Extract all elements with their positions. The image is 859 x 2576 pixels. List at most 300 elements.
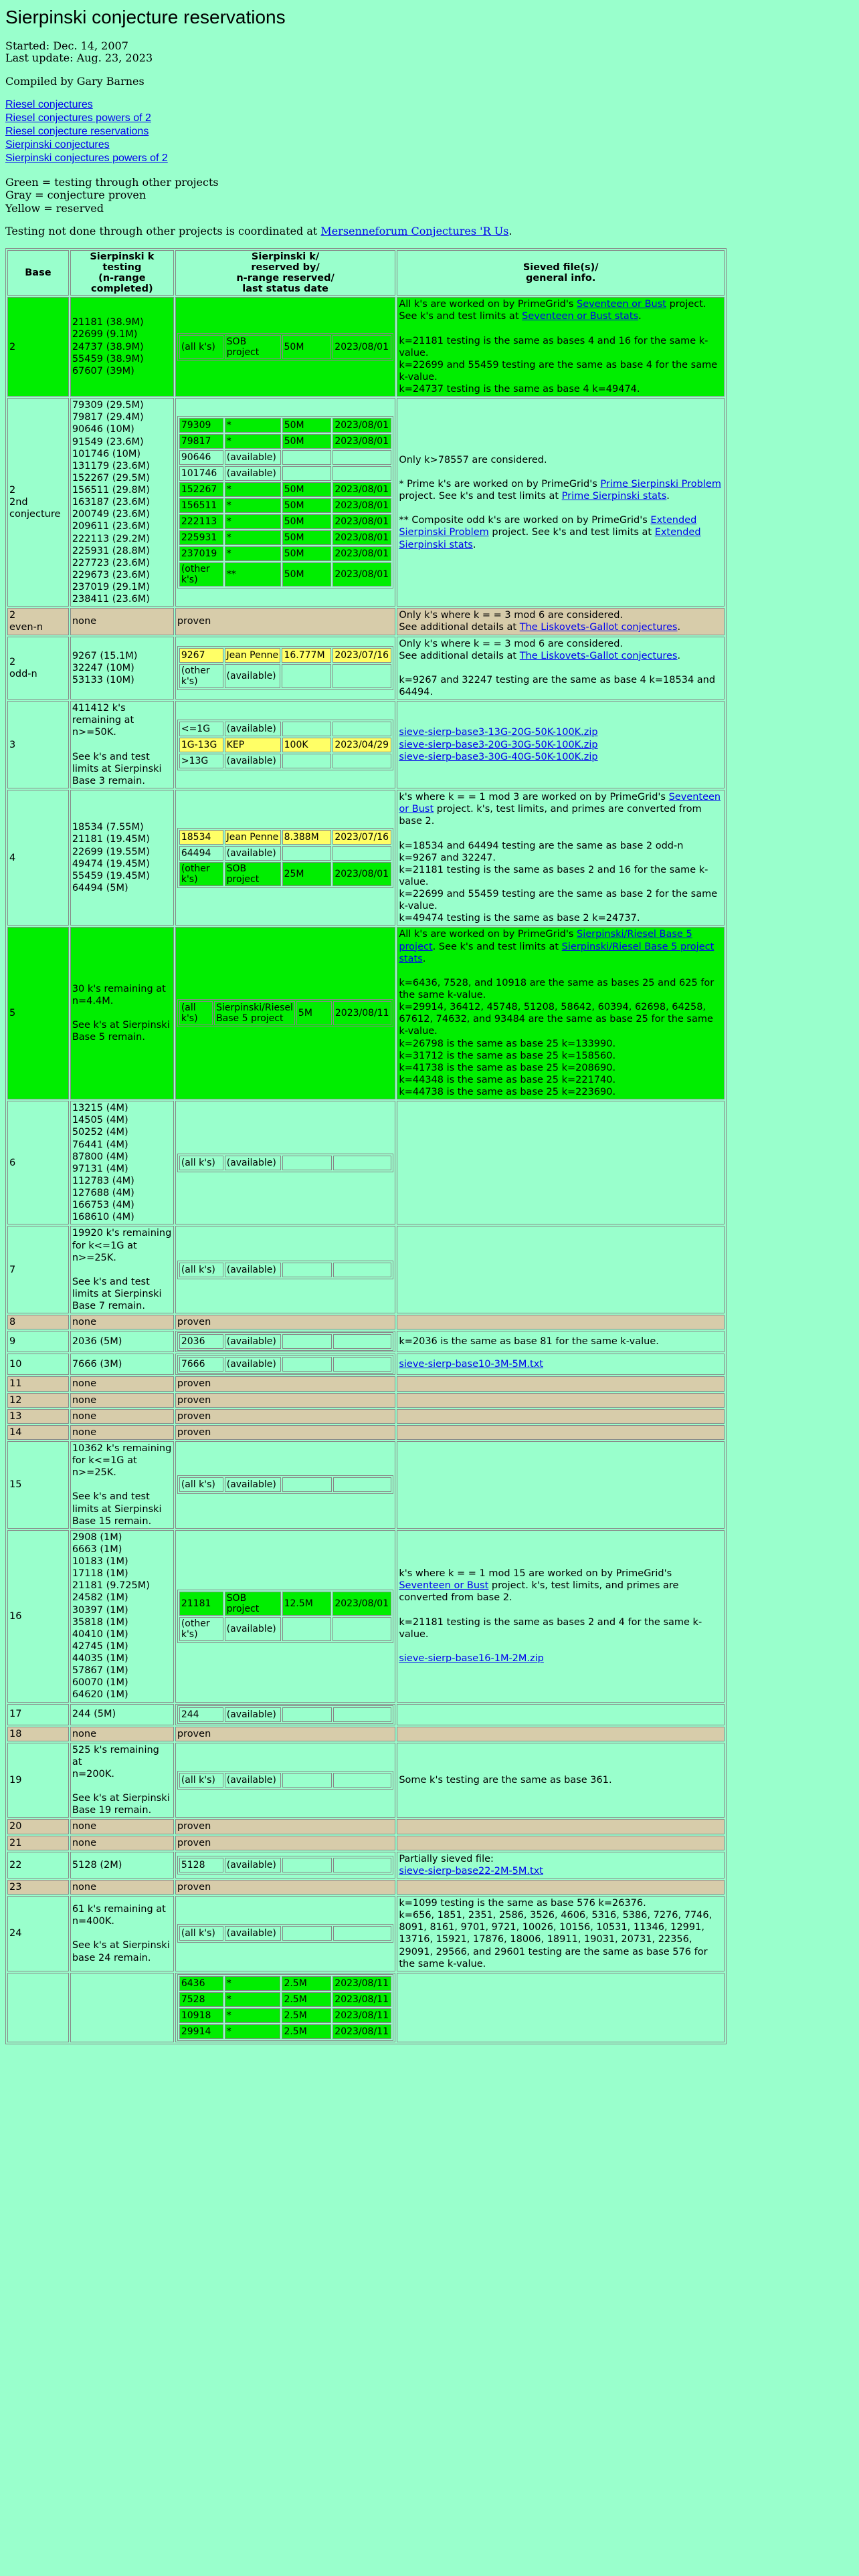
base-lines xyxy=(9,1394,67,1406)
info-cell xyxy=(397,1409,725,1424)
testing-line: 60070 (1M) xyxy=(72,1677,128,1689)
status-date: 2023/08/11 xyxy=(332,2008,391,2023)
n-range xyxy=(282,1334,332,1349)
status-date: 2023/08/01 xyxy=(332,434,391,449)
status-date xyxy=(332,722,391,736)
base-cell xyxy=(7,1530,69,1703)
n-range xyxy=(282,466,332,481)
sieve-file-link[interactable]: sieve-sierp-base22-2M-5M.txt xyxy=(399,1865,543,1876)
status-date xyxy=(333,1263,392,1277)
sieve-file-link[interactable]: sieve-sierp-base10-3M-5M.txt xyxy=(399,1359,543,1370)
base-cell xyxy=(7,1819,69,1834)
info-lines xyxy=(399,454,723,551)
testing-lines xyxy=(72,1837,172,1849)
info-line xyxy=(399,1604,723,1616)
info-lines xyxy=(399,609,723,633)
reserved-by: * xyxy=(225,1992,281,2007)
reservation-row xyxy=(179,1773,391,1788)
nav-link[interactable]: Riesel conjectures xyxy=(5,99,93,111)
reservation-k: (all k's) xyxy=(179,1477,223,1492)
reserved-cell xyxy=(175,1226,395,1313)
testing-cell xyxy=(70,1896,174,1971)
base-lines xyxy=(9,739,67,751)
status-date xyxy=(332,754,391,768)
info-cell xyxy=(397,1226,725,1313)
reserved-cell xyxy=(175,1704,395,1725)
reservation-row xyxy=(179,1926,391,1941)
base-line: 14 xyxy=(9,1426,22,1438)
base-lines xyxy=(9,484,67,520)
compiled-by: Compiled by Gary Barnes xyxy=(5,74,145,88)
testing-cell xyxy=(70,1704,174,1725)
nav-link[interactable]: Riesel conjectures powers of 2 xyxy=(5,112,151,124)
base-line: odd-n xyxy=(9,668,37,679)
testing-lines xyxy=(72,650,172,686)
testing-cell xyxy=(70,1393,174,1408)
info-line xyxy=(399,965,723,977)
reserved-by: (available) xyxy=(225,1263,281,1277)
testing-cell xyxy=(70,1973,174,2042)
reservation-row xyxy=(179,2008,391,2023)
testing-line: 152267 (29.5M) xyxy=(72,472,150,484)
status-date xyxy=(333,1926,392,1941)
status-date: 2023/08/11 xyxy=(333,1001,391,1025)
testing-lines xyxy=(72,1531,172,1701)
testing-line: none xyxy=(72,1426,97,1438)
info-link[interactable]: Extended Sierpinski Problem xyxy=(399,515,697,538)
legend-item: Yellow = reserved xyxy=(5,201,104,215)
reservation-row xyxy=(179,648,391,663)
base-line: 3 xyxy=(9,739,16,750)
reservation-table xyxy=(177,1924,393,1943)
reservation-k: (other k's) xyxy=(179,664,223,688)
testing-line: none xyxy=(72,616,97,627)
reservation-row xyxy=(179,1992,391,2007)
info-line: k=31712 is the same as base 25 k=158560. xyxy=(399,1050,616,1061)
reservation-k: 29914 xyxy=(179,2024,223,2039)
n-range: 50M xyxy=(282,530,332,545)
base-lines xyxy=(9,1479,67,1491)
testing-lines xyxy=(72,1881,172,1893)
status-date xyxy=(333,1156,392,1170)
header-reserved: Sierpinski k/ reserved by/ n-range reserved/ last status date xyxy=(175,250,395,296)
testing-line: 237019 (29.1M) xyxy=(72,582,150,593)
info-link[interactable]: Seventeen or Bust xyxy=(399,792,721,815)
reservation-row xyxy=(179,1001,391,1025)
base-cell xyxy=(7,1409,69,1424)
testing-line: 19920 k's remaining xyxy=(72,1228,172,1239)
reserved-cell xyxy=(175,1743,395,1818)
base-row-13 xyxy=(7,1409,725,1424)
info-cell xyxy=(397,1743,725,1818)
base-cell xyxy=(7,1376,69,1391)
reservation-table xyxy=(177,1332,393,1351)
base-line: even-n xyxy=(9,622,43,633)
testing-line: 411412 k's xyxy=(72,703,126,714)
base-row-4 xyxy=(7,790,725,926)
testing-line: n=200K. xyxy=(72,1768,114,1780)
reservation-row xyxy=(179,562,391,586)
info-cell xyxy=(397,1530,725,1703)
reservation-row xyxy=(179,530,391,545)
testing-line: 163187 (23.6M) xyxy=(72,497,150,508)
reservation-k: (all k's) xyxy=(179,1263,223,1277)
reservation-k: (all k's) xyxy=(179,335,223,359)
reservation-k: <=1G xyxy=(179,722,223,736)
n-range: 100K xyxy=(282,738,332,752)
info-link[interactable]: The Liskovets-Gallot conjectures xyxy=(519,622,678,633)
reservation-k: 156511 xyxy=(179,498,223,513)
legend-item: Gray = conjecture proven xyxy=(5,189,147,202)
reservation-row xyxy=(179,1858,391,1872)
testing-line: 30 k's remaining at xyxy=(72,983,166,994)
reservation-k: 5128 xyxy=(179,1858,223,1872)
testing-line: 13215 (4M) xyxy=(72,1103,128,1114)
testing-line: none xyxy=(72,1821,97,1832)
n-range: 50M xyxy=(282,418,332,433)
base-line: 4 xyxy=(9,852,16,863)
info-cell xyxy=(397,1354,725,1375)
n-range xyxy=(282,754,332,768)
testing-line: 53133 (10M) xyxy=(72,674,134,685)
info-line xyxy=(399,726,723,738)
testing-lines xyxy=(72,1316,172,1328)
reserved-cell xyxy=(175,1852,395,1879)
reserved-by: SOB project xyxy=(225,1592,281,1616)
testing-lines xyxy=(72,1227,172,1312)
testing-line: 112783 (4M) xyxy=(72,1175,134,1186)
testing-cell xyxy=(70,1409,174,1424)
testing-line: 2908 (1M) xyxy=(72,1531,122,1543)
testing-line: 7666 (3M) xyxy=(72,1359,122,1370)
reservation-row xyxy=(179,1357,391,1372)
reservation-row xyxy=(179,754,391,768)
nav-link[interactable]: Sierpinski conjectures powers of 2 xyxy=(5,152,168,165)
base-lines xyxy=(9,1859,67,1871)
reservation-k: (all k's) xyxy=(179,1156,223,1170)
n-range: 8.388M xyxy=(282,830,332,845)
testing-line: n>=25K. xyxy=(72,1252,116,1263)
reserved-by: Jean Penne xyxy=(225,648,281,663)
reservation-k: 79309 xyxy=(179,418,223,433)
base-line: 2nd xyxy=(9,497,28,508)
info-link[interactable]: The Liskovets-Gallot conjectures xyxy=(519,650,678,661)
reserved-cell: proven xyxy=(175,1376,395,1391)
info-line: See k's and test limits at Seventeen or Bust stats. xyxy=(399,311,642,322)
reservation-row xyxy=(179,1477,391,1492)
testing-cell xyxy=(70,1331,174,1352)
base-line: 2 xyxy=(9,485,16,496)
reservation-row xyxy=(179,738,391,752)
info-line: k=9267 and 32247 testing are the same as base 4 k=18534 and 64494. xyxy=(399,674,716,697)
testing-cell xyxy=(70,1226,174,1313)
testing-line: 91549 (23.6M) xyxy=(72,436,144,447)
base-line: 12 xyxy=(9,1394,22,1406)
reserved-by: (available) xyxy=(225,1617,281,1641)
info-lines xyxy=(399,1358,723,1370)
testing-lines xyxy=(72,399,172,605)
info-link[interactable]: Prime Sierpinski Problem xyxy=(600,478,721,490)
reserved-by: * xyxy=(225,2008,281,2023)
base-row-14 xyxy=(7,1425,725,1440)
reservation-table xyxy=(177,720,393,770)
info-cell xyxy=(397,1819,725,1834)
info-cell xyxy=(397,790,725,926)
testing-line: 57867 (1M) xyxy=(72,1665,128,1677)
reservation-row xyxy=(179,514,391,529)
info-link[interactable]: Seventeen or Bust xyxy=(577,299,666,310)
info-line xyxy=(399,1640,723,1652)
base-lines xyxy=(9,1264,67,1276)
testing-line: 9267 (15.1M) xyxy=(72,650,138,661)
testing-line: 10362 k's remaining xyxy=(72,1442,172,1454)
reservation-row xyxy=(179,1156,391,1170)
base-cell xyxy=(7,1441,69,1529)
reserved-by: (available) xyxy=(225,1334,281,1349)
reserved-by: * xyxy=(225,434,281,449)
info-line: k=24737 testing is the same as base 4 k=49474. xyxy=(399,384,640,395)
reservation-row xyxy=(179,830,391,845)
testing-cell xyxy=(70,297,174,397)
reserved-by: (available) xyxy=(225,1707,281,1722)
testing-line: 67607 (39M) xyxy=(72,365,134,377)
reservations-table xyxy=(5,248,727,2044)
reservation-k: 244 xyxy=(179,1707,223,1722)
reserved-by: ** xyxy=(225,562,281,586)
info-line: k=49474 testing is the same as base 2 k=24737. xyxy=(399,913,640,924)
testing-lines xyxy=(72,983,172,1044)
n-range: 50M xyxy=(282,335,332,359)
testing-line: 87800 (4M) xyxy=(72,1151,128,1162)
reservation-k: 18534 xyxy=(179,830,223,845)
base-lines xyxy=(9,852,67,864)
status-date xyxy=(332,846,391,861)
info-cell xyxy=(397,927,725,1099)
testing-line: 79817 (29.4M) xyxy=(72,412,144,423)
testing-line xyxy=(72,739,172,751)
info-line xyxy=(399,662,723,674)
reserved-cell xyxy=(175,1973,395,2042)
base-row-7 xyxy=(7,1226,725,1313)
testing-line xyxy=(72,1264,172,1276)
testing-line: 64494 (5M) xyxy=(72,882,128,893)
table-body xyxy=(7,297,725,2042)
testing-line: none xyxy=(72,1378,97,1390)
info-line: k=656, 1851, 2351, 2586, 3526, 4606, 5316, 5386, 7276, 7746, 8091, 8161, 9701, 9721, 10026, 10156, 10531, 11346, 12991, 13716, 15921, 17876, 18006, 18911, 19031, 20731, 22356, 29091, 29566, and 29601 testing are the same as base 576 for the same k-value. xyxy=(399,1910,712,1969)
reserved-cell xyxy=(175,1101,395,1224)
base-cell xyxy=(7,1896,69,1971)
testing-line: 18534 (7.55M) xyxy=(72,822,144,833)
reserved-cell: proven xyxy=(175,1425,395,1440)
testing-line: none xyxy=(72,1410,97,1422)
info-lines xyxy=(399,726,723,762)
status-date: 2023/08/01 xyxy=(332,562,391,586)
sieve-file-link[interactable]: sieve-sierp-base16-1M-2M.zip xyxy=(399,1653,544,1664)
base-cell xyxy=(7,1425,69,1440)
reservation-table xyxy=(177,333,393,361)
info-cell xyxy=(397,701,725,788)
testing-line: 5128 (2M) xyxy=(72,1859,122,1870)
reserved-by: * xyxy=(225,530,281,545)
n-range xyxy=(282,1773,332,1788)
reservation-k: 2036 xyxy=(179,1334,223,1349)
base-line: 23 xyxy=(9,1881,22,1893)
n-range: 16.777M xyxy=(282,648,331,663)
status-date: 2023/07/16 xyxy=(332,830,391,845)
info-link[interactable]: Extended Sierpinski stats xyxy=(399,527,701,550)
info-line: See additional details at The Liskovets-Gallot conjectures. xyxy=(399,622,681,633)
reservation-table xyxy=(177,1771,393,1790)
testing-line: 225931 (28.8M) xyxy=(72,545,150,556)
base-line: 20 xyxy=(9,1821,22,1832)
testing-line: 24737 (38.9M) xyxy=(72,341,144,352)
reservation-k: 222113 xyxy=(179,514,223,529)
header-testing: Sierpinski k testing (n-range completed) xyxy=(70,250,174,296)
info-line: k's where k = = 1 mod 3 are worked on by PrimeGrid's Seventeen or Bust project. k's, test limits, and primes are converted from base 2. xyxy=(399,792,721,827)
reserved-by: (available) xyxy=(225,466,281,481)
n-range: 50M xyxy=(282,562,332,586)
base-row-23 xyxy=(7,1880,725,1895)
reserved-by: KEP xyxy=(225,738,281,752)
testing-line: 30397 (1M) xyxy=(72,1604,128,1616)
info-line xyxy=(399,322,723,334)
info-link[interactable]: Sierpinski/Riesel Base 5 project xyxy=(399,929,692,952)
base-cell xyxy=(7,608,69,635)
testing-line: for k<=1G at xyxy=(72,1240,137,1251)
nav-link[interactable]: Riesel conjecture reservations xyxy=(5,126,149,138)
base-lines xyxy=(9,609,67,633)
status-date: 2023/08/01 xyxy=(332,498,391,513)
n-range xyxy=(282,1707,332,1722)
info-line: k=26798 is the same as base 25 k=133990. xyxy=(399,1038,616,1049)
testing-cell xyxy=(70,1315,174,1329)
base-line: 9 xyxy=(9,1336,16,1348)
info-cell xyxy=(397,398,725,607)
testing-line: limits at Sierpinski xyxy=(72,1289,162,1299)
testing-line: 10183 (1M) xyxy=(72,1556,128,1567)
reservation-k: (all k's) xyxy=(179,1773,223,1788)
n-range: 2.5M xyxy=(282,2024,331,2039)
testing-lines xyxy=(72,1859,172,1871)
testing-line: 55459 (19.45M) xyxy=(72,870,150,881)
testing-line: 227723 (23.6M) xyxy=(72,557,150,568)
sieve-file-link[interactable]: sieve-sierp-base3-30G-40G-50K-100K.zip xyxy=(399,751,598,762)
info-line: k=21181 testing is the same as bases 4 and 16 for the same k-value. xyxy=(399,335,708,358)
base-line: 2 xyxy=(9,341,16,352)
base-lines xyxy=(9,1410,67,1422)
info-link[interactable]: Sierpinski/Riesel Base 5 project stats xyxy=(399,941,714,964)
reserved-cell: proven xyxy=(175,1880,395,1895)
base-cell xyxy=(7,1852,69,1879)
status-date: 2023/07/16 xyxy=(332,648,391,663)
reserved-by: (available) xyxy=(225,664,281,688)
status-date: 2023/08/11 xyxy=(332,2024,391,2039)
info-link[interactable]: Seventeen or Bust stats xyxy=(522,311,639,322)
testing-line: 101746 (10M) xyxy=(72,448,141,459)
n-range: 25M xyxy=(282,862,332,886)
nav-link[interactable]: Sierpinski conjectures xyxy=(5,139,110,151)
testing-cell xyxy=(70,1530,174,1703)
status-date: 2023/08/01 xyxy=(332,530,391,545)
n-range xyxy=(282,722,332,736)
n-range xyxy=(282,450,332,465)
info-line: See additional details at The Liskovets-Gallot conjectures. xyxy=(399,650,681,661)
testing-line: remaining at xyxy=(72,715,134,726)
n-range xyxy=(282,664,331,688)
reserved-cell xyxy=(175,927,395,1099)
testing-line: See k's at Sierpinski xyxy=(72,1940,170,1951)
header-row xyxy=(7,250,725,296)
testing-line: 40410 (1M) xyxy=(72,1628,128,1640)
info-line: k=18534 and 64494 testing are the same as base 2 odd-n k=9267 and 32247. xyxy=(399,840,684,863)
base-row-2o xyxy=(7,637,725,700)
testing-line xyxy=(72,1927,172,1939)
info-lines xyxy=(399,298,723,395)
mersenneforum-link[interactable]: Mersenneforum Conjectures 'R Us xyxy=(320,224,509,237)
info-cell xyxy=(397,1315,725,1329)
reservation-k: 64494 xyxy=(179,846,223,861)
testing-cell xyxy=(70,1880,174,1895)
info-line: k=41738 is the same as base 25 k=208690. xyxy=(399,1062,616,1073)
reservation-row xyxy=(179,434,391,449)
testing-line: 97131 (4M) xyxy=(72,1163,128,1174)
info-link[interactable]: Prime Sierpinski stats xyxy=(561,491,667,502)
reserved-by: * xyxy=(225,514,281,529)
base-lines xyxy=(9,1378,67,1390)
testing-lines xyxy=(72,1410,172,1422)
base-row-16 xyxy=(7,1530,725,1703)
testing-line: 61 k's remaining at xyxy=(72,1904,166,1915)
base-line: 24 xyxy=(9,1928,22,1939)
n-range xyxy=(282,846,332,861)
sieve-file-link[interactable]: sieve-sierp-base3-13G-20G-50K-100K.zip xyxy=(399,727,598,738)
testing-lines xyxy=(72,615,172,627)
info-lines xyxy=(399,1897,723,1970)
base-line: 15 xyxy=(9,1479,22,1491)
status-date xyxy=(333,1773,392,1788)
base-row-20 xyxy=(7,1819,725,1834)
status-date: 2023/08/01 xyxy=(332,546,391,561)
base-lines xyxy=(9,1610,67,1622)
testing-line: 50252 (4M) xyxy=(72,1127,128,1138)
base-lines xyxy=(9,1837,67,1849)
info-line: Only k's where k = = 3 mod 6 are considered. xyxy=(399,638,624,649)
testing-lines xyxy=(72,316,172,377)
testing-line xyxy=(72,1007,172,1019)
reserved-by: Sierpinski/Riesel Base 5 project xyxy=(214,1001,295,1025)
info-link[interactable]: Seventeen or Bust xyxy=(399,1580,489,1592)
testing-cell xyxy=(70,701,174,788)
reservation-table xyxy=(177,1974,393,2041)
base-line: 13 xyxy=(9,1410,22,1422)
base-cell xyxy=(7,1315,69,1329)
nav-links xyxy=(5,98,854,165)
sieve-file-link[interactable]: sieve-sierp-base3-20G-30G-50K-100K.zip xyxy=(399,739,598,750)
reserved-by: (available) xyxy=(225,754,281,768)
testing-line: 79309 (29.5M) xyxy=(72,400,144,411)
n-range xyxy=(282,1858,332,1872)
testing-line xyxy=(72,1479,172,1491)
reserved-cell xyxy=(175,398,395,607)
base-row-10 xyxy=(7,1354,725,1375)
reservation-row xyxy=(179,1976,391,1991)
testing-line: n=400K. xyxy=(72,1916,114,1927)
testing-line: 44035 (1M) xyxy=(72,1653,128,1664)
info-line: k=21181 testing is the same as bases 2 and 16 for the same k-value. xyxy=(399,864,708,887)
info-line xyxy=(399,1652,723,1665)
base-line: conjecture xyxy=(9,509,61,520)
info-lines xyxy=(399,1774,723,1786)
